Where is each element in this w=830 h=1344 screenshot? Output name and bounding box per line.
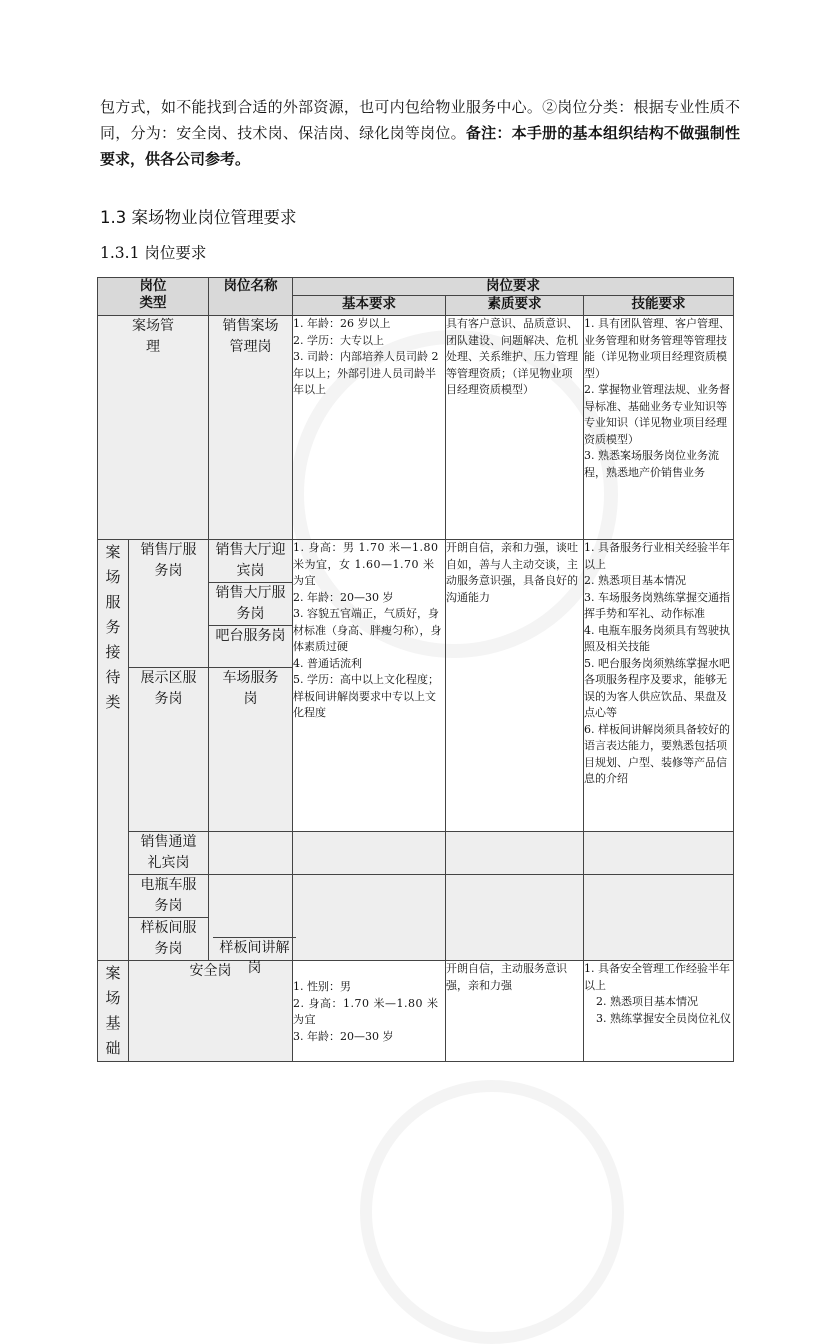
section-title: 1.3 案场物业岗位管理要求 [100, 208, 297, 227]
header-requirements: 岗位要求 [293, 278, 734, 296]
security-quality: 开朗自信，主动服务意识强，亲和力强 [446, 961, 584, 1062]
corridor-post-empty [209, 832, 293, 875]
header-skill: 技能要求 [584, 296, 734, 316]
reception-basic: 1. 身高：男 1.70 米—1.80 米为宜，女 1.60—1.70 米为宜 2. 年龄：20—30 岁 3. 容貌五官端正，气质好，身材标准（身高、胖瘦匀称），身体素质过硬 4. 普通话流利 5. 学历：高中以上文化程度；样板间讲解岗要求中专以上文化程度 [293, 540, 446, 832]
post-vehicle: 车场服务岗 [209, 668, 293, 832]
corridor-skill-empty [584, 832, 734, 875]
group-sales-hall: 销售厅服务岗 [129, 540, 209, 668]
ebike-quality-empty [446, 875, 584, 961]
post-welcome: 销售大厅迎宾岗 [209, 540, 293, 583]
group-corridor: 销售通道礼宾岗 [129, 832, 209, 875]
corridor-quality-empty [446, 832, 584, 875]
group-model: 样板间服务岗 [129, 918, 209, 961]
intro-paragraph [100, 94, 740, 172]
header-post-type: 岗位 类型 [98, 278, 209, 316]
reception-quality: 开朗自信，亲和力强，谈吐自如，善与人主动交谈，主动服务意识强，具备良好的沟通能力 [446, 540, 584, 832]
reception-skill: 1. 具备服务行业相关经验半年以上 2. 熟悉项目基本情况 3. 车场服务岗熟练掌握交通指挥手势和军礼、动作标准 4. 电瓶车服务岗须具有驾驶执照及相关技能 5. 吧台服务岗须熟练掌握水吧各项服务程序及要求，能够无误的为客人供应饮品、果盘及点心等 6. 样板间讲解岗须具备较好的语言表达能力，要熟悉包括项目规划、户型、装修等产品信息的介绍 [584, 540, 734, 832]
watermark-seal-bottom [360, 1080, 624, 1344]
model-guide-post: 样板间讲解岗 [213, 937, 296, 978]
post-hall-service: 销售大厅服务岗 [209, 583, 293, 626]
subsection-title: 1.3.1 岗位要求 [100, 244, 207, 262]
intro-note: 备注：本手册的基本组织结构不做强制性要求，供各公司参考。 [100, 124, 740, 168]
security-skill: 1. 具备安全管理工作经验半年以上 2. 熟悉项目基本情况 3. 熟练掌握安全员岗位礼仪 [584, 961, 734, 1062]
type-reception: 案场服务接待类 [98, 540, 129, 961]
header-basic: 基本要求 [293, 296, 446, 316]
security-basic: 1. 性别：男 2. 身高：1.70 米—1.80 米为宜 3. 年龄：20—30 岁 [293, 961, 446, 1062]
ebike-basic-empty [293, 875, 446, 961]
type-management: 案场管理 [98, 316, 209, 540]
corridor-basic-empty [293, 832, 446, 875]
type-security: 案场基础 [98, 961, 129, 1062]
ebike-skill-empty [584, 875, 734, 961]
management-quality: 具有客户意识、品质意识、团队建设、问题解决、危机处理、关系维护、压力管理等管理资质；（详见物业项目经理资质模型） [446, 316, 584, 540]
group-display: 展示区服务岗 [129, 668, 209, 832]
management-basic: 1. 年龄：26 岁以上 2. 学历：大专以上 3. 司龄：内部培养人员司龄 2 年以上；外部引进人员司龄半年以上 [293, 316, 446, 540]
post-security: 安全岗 [129, 961, 293, 1062]
post-sales-manager: 销售案场管理岗 [209, 316, 293, 540]
post-requirements-table [97, 277, 734, 1062]
post-bar: 吧台服务岗 [209, 626, 293, 668]
group-ebike: 电瓶车服务岗 [129, 875, 209, 918]
management-skill: 1. 具有团队管理、客户管理、业务管理和财务管理等管理技能（详见物业项目经理资质模型） 2. 掌握物业管理法规、业务督导标准、基础业务专业知识等专业知识（详见物业项目经理资质模型） 3. 熟悉案场服务岗位业务流程，熟悉地产价销售业务 [584, 316, 734, 540]
header-post-name: 岗位名称 [209, 278, 293, 316]
intro-text: 包方式，如不能找到合适的外部资源，也可内包给物业服务中心。②岗位分类：根据专业性质不同，分为：安全岗、技术岗、保洁岗、绿化岗等岗位。 [100, 98, 740, 142]
header-quality: 素质要求 [446, 296, 584, 316]
